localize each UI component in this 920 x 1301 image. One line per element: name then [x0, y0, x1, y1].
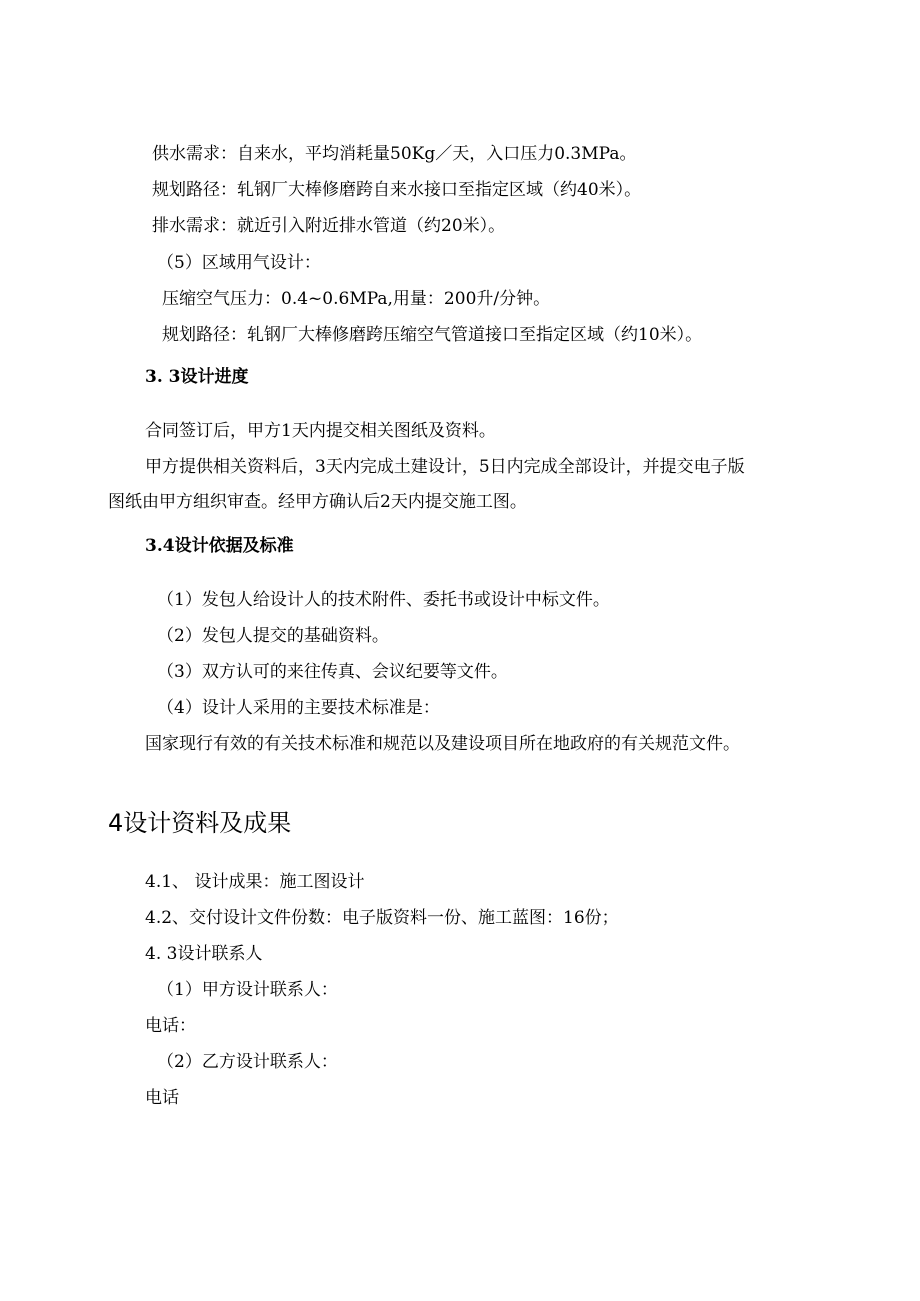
- schedule-heading: 3. 3设计进度: [145, 367, 249, 387]
- basis-item-3: （3）双方认可的来往传真、会议纪要等文件。: [157, 662, 508, 682]
- party-b-contact: （2）乙方设计联系人：: [157, 1052, 338, 1072]
- water-supply-line: 供水需求：自来水，平均消耗量50Kg／天，入口压力0.3MPa。: [152, 144, 637, 164]
- schedule-paragraph-2-line-2: 图纸由甲方组织审查。经甲方确认后2天内提交施工图。: [108, 492, 527, 512]
- basis-standards-line: 国家现行有效的有关技术标准和规范以及建设项目所在地政府的有关规范文件。: [145, 734, 740, 754]
- party-b-phone: 电话: [145, 1088, 179, 1108]
- design-result-line: 4.1、 设计成果：施工图设计: [145, 872, 365, 892]
- gas-design-heading: （5）区域用气设计：: [157, 253, 321, 273]
- schedule-paragraph-2-line-1: 甲方提供相关资料后，3天内完成土建设计，5日内完成全部设计，并提交电子版: [145, 457, 745, 477]
- basis-item-1: （1）发包人给设计人的技术附件、委托书或设计中标文件。: [157, 590, 610, 610]
- basis-item-4: （4）设计人采用的主要技术标准是：: [157, 698, 440, 718]
- party-a-phone: 电话：: [145, 1016, 196, 1036]
- basis-item-2: （2）发包人提交的基础资料。: [157, 626, 389, 646]
- gas-route-line: 规划路径：轧钢厂大棒修磨跨压缩空气管道接口至指定区域（约10米）。: [162, 325, 703, 345]
- contact-heading: 4. 3设计联系人: [145, 944, 263, 964]
- design-copies-line: 4.2、交付设计文件份数：电子版资料一份、施工蓝图：16份；: [145, 908, 619, 928]
- drainage-line: 排水需求：就近引入附近排水管道（约20米）。: [152, 216, 506, 236]
- party-a-contact: （1）甲方设计联系人：: [157, 980, 338, 1000]
- section-4-title: 4设计资料及成果: [108, 809, 292, 837]
- gas-pressure-line: 压缩空气压力：0.4~0.6MPa,用量：200升/分钟。: [162, 289, 551, 309]
- schedule-paragraph-1: 合同签订后，甲方1天内提交相关图纸及资料。: [145, 421, 496, 441]
- basis-heading: 3.4设计依据及标准: [145, 536, 294, 556]
- water-route-line: 规划路径：轧钢厂大棒修磨跨自来水接口至指定区域（约40米）。: [152, 180, 642, 200]
